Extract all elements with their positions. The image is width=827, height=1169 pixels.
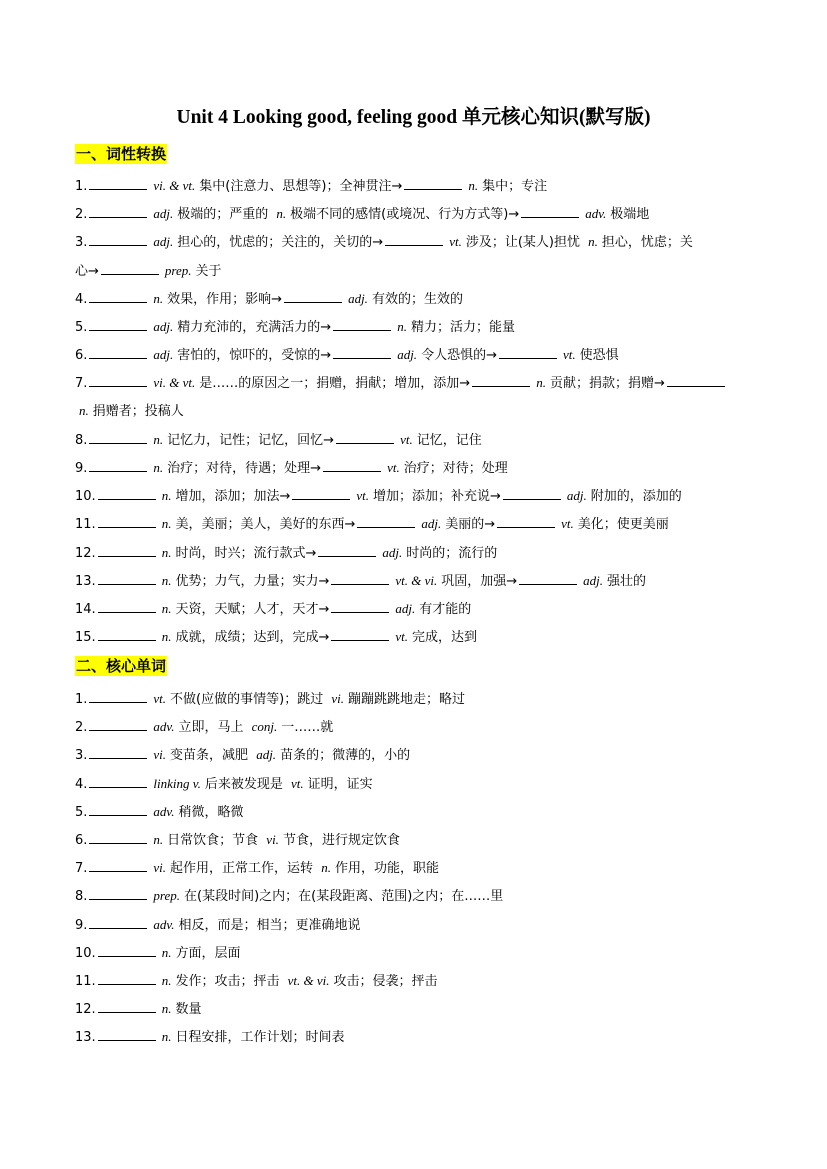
part-of-speech: vt. [400, 431, 413, 447]
part-of-speech: adj. [397, 347, 418, 363]
list-item [75, 373, 727, 393]
definition-text: 效果，作用；影响→ [167, 291, 283, 307]
part-of-speech: n. [321, 860, 331, 876]
definition-text: 美化；使更美丽 [577, 517, 669, 533]
definition-text: 极端不同的感情(或境况、行为方式等)→ [290, 207, 520, 223]
item-number: 5. [75, 804, 88, 820]
answer-blank[interactable] [89, 289, 147, 303]
part-of-speech: linking v. [153, 775, 201, 791]
definition-text: 日程安排，工作计划；时间表 [175, 1030, 345, 1046]
item-number: 4. [75, 291, 88, 307]
item-number: 1. [75, 179, 88, 194]
list-item [75, 689, 465, 709]
list-item [75, 627, 477, 647]
definition-text: 极端地 [610, 207, 650, 223]
part-of-speech: adj. [153, 206, 174, 222]
answer-blank[interactable] [89, 458, 147, 472]
answer-blank[interactable] [89, 430, 147, 444]
definition-text: 巩固，加强→ [441, 573, 518, 589]
item-number: 6. [75, 833, 88, 848]
definition-text: 集中；专注 [482, 179, 548, 194]
part-of-speech: n. [161, 601, 172, 616]
item-number: 14. [75, 602, 96, 617]
item-number: 9. [75, 461, 88, 476]
item-number: 3. [75, 748, 88, 764]
item-number: 3. [75, 235, 88, 251]
definition-text: 起作用，正常工作，运转 [170, 861, 318, 877]
definition-text: 记忆，记住 [416, 432, 482, 448]
list-item [75, 458, 508, 478]
page-title: Unit 4 Looking good, feeling good 单元核心知识(默写版) [176, 107, 651, 128]
list-item [75, 204, 649, 224]
definition-text: 美丽的→ [445, 517, 496, 533]
definition-text: 捐赠者；投稿人 [92, 403, 184, 419]
answer-blank[interactable] [333, 317, 391, 331]
part-of-speech: adj. [395, 601, 416, 616]
definition-text: 蹦蹦跳跳地走；略过 [347, 692, 465, 707]
item-number: 7. [75, 861, 88, 877]
definition-text: 在(某段时间)之内；在(某段距离、范围)之内；在……里 [184, 889, 504, 905]
item-number: 9. [75, 917, 88, 933]
part-of-speech: n. [161, 488, 172, 504]
item-number: 13. [75, 573, 96, 589]
list-item [75, 261, 222, 281]
list-item [75, 886, 503, 906]
definition-text: 稍微，略微 [178, 804, 244, 820]
part-of-speech: n. [161, 973, 172, 988]
section1-heading: 一、词性转换 [76, 145, 167, 163]
part-of-speech: vt. [387, 460, 400, 475]
item-number: 8. [75, 889, 88, 905]
answer-blank[interactable] [503, 486, 561, 500]
part-of-speech: n. [161, 1029, 172, 1045]
part-of-speech: adv. [153, 803, 175, 819]
answer-blank[interactable] [499, 345, 557, 359]
part-of-speech: n. [397, 319, 407, 334]
definition-text: 苗条的；微薄的，小的 [280, 748, 411, 764]
part-of-speech: n. [276, 206, 287, 222]
item-number: 10. [75, 489, 96, 505]
definition-text: 贡献；捐款；捐赠→ [549, 376, 665, 392]
item-number: 13. [75, 1030, 96, 1046]
definition-text: 作用，功能，职能 [334, 861, 439, 877]
part-of-speech: vi. [331, 691, 344, 706]
answer-blank[interactable] [89, 802, 147, 816]
definition-text: 方面，层面 [175, 945, 241, 961]
answer-blank[interactable] [385, 232, 443, 246]
definition-text: 精力；活力；能量 [410, 320, 515, 335]
definition-text: 关于 [195, 263, 222, 279]
part-of-speech: prep. [164, 262, 192, 278]
list-item [75, 402, 184, 421]
part-of-speech: adv. [153, 916, 175, 932]
list-item [75, 802, 243, 822]
answer-blank[interactable] [497, 514, 555, 528]
answer-blank[interactable] [89, 373, 147, 387]
part-of-speech: vt. [153, 691, 167, 706]
definition-text: 数量 [175, 1002, 202, 1018]
answer-blank[interactable] [98, 943, 156, 957]
list-item [75, 599, 471, 619]
part-of-speech: n. [153, 431, 164, 447]
list-item [75, 430, 482, 450]
definition-text: 立即，马上 [178, 720, 248, 736]
item-number: 10. [75, 945, 96, 961]
answer-blank[interactable] [318, 543, 376, 557]
answer-blank[interactable] [89, 858, 147, 872]
answer-blank[interactable] [98, 627, 156, 641]
answer-blank[interactable] [89, 915, 147, 929]
part-of-speech: adv. [585, 206, 607, 222]
definition-text: 时尚，时兴；流行款式→ [175, 545, 317, 561]
part-of-speech: n. [536, 375, 546, 391]
part-of-speech: conj. [251, 719, 278, 735]
definition-text: 证明，证实 [307, 776, 373, 792]
part-of-speech: adj. [153, 234, 174, 250]
list-item [75, 717, 333, 737]
part-of-speech: adj. [348, 290, 368, 306]
item-number: 7. [75, 376, 88, 392]
item-number: 12. [75, 545, 96, 561]
definition-text: 增加；添加；补充说→ [372, 489, 501, 505]
answer-blank[interactable] [89, 204, 147, 218]
answer-blank[interactable] [89, 774, 147, 788]
definition-text: 完成，达到 [411, 630, 477, 646]
answer-blank[interactable] [98, 514, 156, 528]
answer-blank[interactable] [521, 204, 579, 218]
answer-blank[interactable] [89, 830, 147, 844]
list-item [75, 571, 646, 591]
answer-blank[interactable] [89, 886, 147, 900]
definition-text: 日常饮食；节食 [167, 833, 263, 848]
definition-text: 心→ [75, 263, 99, 279]
list-item [75, 176, 547, 196]
part-of-speech: n. [161, 544, 172, 560]
list-item [75, 486, 682, 506]
item-number: 2. [75, 207, 88, 223]
part-of-speech: n. [161, 944, 172, 960]
part-of-speech: adj. [382, 544, 403, 560]
definition-text: 担心，忧虑；关 [601, 235, 693, 251]
list-item [75, 232, 693, 252]
item-number: 1. [75, 692, 88, 707]
answer-blank[interactable] [336, 430, 394, 444]
list-item [75, 999, 201, 1019]
answer-blank[interactable] [404, 176, 462, 190]
definition-text: 发作；攻击；抨击 [175, 974, 284, 989]
part-of-speech: adj. [153, 319, 174, 334]
definition-text: 有才能的 [419, 602, 472, 617]
answer-blank[interactable] [98, 486, 156, 500]
answer-blank[interactable] [472, 373, 530, 387]
part-of-speech: adj. [421, 516, 442, 532]
definition-text: 节食，进行规定饮食 [282, 833, 400, 848]
definition-text: 担心的，忧虑的；关注的，关切的→ [177, 235, 384, 251]
list-item [75, 1027, 344, 1047]
item-number: 15. [75, 630, 96, 646]
list-item [75, 514, 669, 534]
definition-text: 治疗；对待；处理 [403, 461, 508, 476]
part-of-speech: vt. [290, 775, 304, 791]
list-item [75, 858, 439, 878]
list-item [75, 943, 240, 963]
part-of-speech: n. [79, 402, 89, 418]
answer-blank[interactable] [667, 373, 725, 387]
answer-blank[interactable] [98, 1027, 156, 1041]
part-of-speech: n. [161, 1001, 172, 1017]
answer-blank[interactable] [331, 627, 389, 641]
definition-text: 令人恐惧的→ [421, 348, 497, 364]
part-of-speech: vt. [561, 516, 574, 532]
definition-text: 集中(注意力、思想等)；全神贯注→ [199, 179, 403, 194]
list-item [75, 971, 437, 991]
answer-blank[interactable] [292, 486, 350, 500]
section2-heading: 二、核心单词 [76, 657, 167, 675]
answer-blank[interactable] [89, 232, 147, 246]
part-of-speech: vi. & vt. [153, 178, 196, 193]
part-of-speech: n. [153, 460, 164, 475]
definition-text: 记忆力，记性；记忆，回忆→ [167, 432, 335, 448]
definition-text: 不做(应做的事情等)；跳过 [170, 692, 328, 707]
part-of-speech: n. [153, 290, 164, 306]
list-item [75, 745, 410, 765]
part-of-speech: n. [161, 516, 172, 532]
answer-blank[interactable] [98, 599, 156, 613]
definition-text: 是……的原因之一；捐赠，捐献；增加，添加→ [199, 376, 471, 392]
answer-blank[interactable] [89, 717, 147, 731]
item-number: 6. [75, 348, 88, 364]
answer-blank[interactable] [357, 514, 415, 528]
answer-blank[interactable] [101, 261, 159, 275]
item-number: 8. [75, 432, 88, 448]
item-number: 12. [75, 1002, 96, 1018]
part-of-speech: adv. [153, 719, 175, 735]
answer-blank[interactable] [89, 317, 147, 331]
answer-blank[interactable] [519, 571, 577, 585]
part-of-speech: vi. [266, 832, 279, 847]
part-of-speech: prep. [153, 888, 181, 904]
item-number: 4. [75, 776, 88, 792]
definition-text: 有效的；生效的 [371, 291, 463, 307]
part-of-speech: adj. [256, 747, 277, 763]
item-number: 11. [75, 974, 96, 989]
part-of-speech: vt. [562, 347, 576, 363]
part-of-speech: adj. [153, 347, 174, 363]
definition-text: 害怕的，惊吓的，受惊的→ [177, 348, 332, 364]
answer-blank[interactable] [98, 999, 156, 1013]
definition-text: 附加的，添加的 [590, 489, 682, 505]
answer-blank[interactable] [98, 543, 156, 557]
definition-text: 变苗条，减肥 [170, 748, 253, 764]
definition-text: 攻击；侵袭；抨击 [333, 974, 438, 989]
part-of-speech: n. [161, 629, 172, 645]
list-item [75, 345, 619, 365]
answer-blank[interactable] [89, 345, 147, 359]
definition-text: 优势；力气，力量；实力→ [175, 573, 330, 589]
answer-blank[interactable] [333, 345, 391, 359]
part-of-speech: vt. & vi. [395, 572, 438, 588]
definition-text: 强壮的 [607, 573, 647, 589]
item-number: 2. [75, 720, 88, 736]
definition-text: 天资，天赋；人才，天才→ [175, 602, 330, 617]
part-of-speech: vt. & vi. [287, 973, 330, 988]
part-of-speech: vt. [449, 234, 462, 250]
definition-text: 成就，成绩；达到，完成→ [175, 630, 330, 646]
part-of-speech: vi. & vt. [153, 375, 196, 391]
part-of-speech: vt. [356, 488, 369, 504]
answer-blank[interactable] [98, 571, 156, 585]
item-number: 5. [75, 320, 88, 335]
part-of-speech: n. [588, 234, 598, 250]
part-of-speech: vt. [395, 629, 408, 645]
answer-blank[interactable] [89, 745, 147, 759]
list-item [75, 774, 373, 794]
part-of-speech: n. [153, 832, 164, 847]
definition-text: 极端的；严重的 [177, 207, 273, 223]
part-of-speech: adj. [566, 488, 587, 504]
definition-text: 增加，添加；加法→ [175, 489, 291, 505]
list-item [75, 915, 360, 935]
answer-blank[interactable] [98, 971, 156, 985]
list-item [75, 289, 463, 309]
definition-text: 治疗；对待，待遇；处理→ [167, 461, 322, 476]
answer-blank[interactable] [331, 571, 389, 585]
list-item [75, 830, 400, 850]
definition-text: 美，美丽；美人，美好的东西→ [175, 517, 356, 533]
answer-blank[interactable] [284, 289, 342, 303]
part-of-speech: n. [468, 178, 479, 193]
answer-blank[interactable] [323, 458, 381, 472]
definition-text: 一……就 [281, 720, 334, 736]
definition-text: 相反，而是；相当；更准确地说 [178, 917, 361, 933]
list-item [75, 543, 497, 563]
item-number: 11. [75, 517, 96, 533]
definition-text: 精力充沛的，充满活力的→ [177, 320, 332, 335]
definition-text: 涉及；让(某人)担忧 [465, 235, 585, 251]
answer-blank[interactable] [89, 176, 147, 190]
part-of-speech: vi. [153, 860, 167, 876]
definition-text: 后来被发现是 [204, 776, 287, 792]
part-of-speech: n. [161, 572, 172, 588]
part-of-speech: vi. [153, 747, 167, 763]
definition-text: 时尚的；流行的 [406, 545, 498, 561]
answer-blank[interactable] [89, 689, 147, 703]
part-of-speech: adj. [583, 572, 604, 588]
definition-text: 使恐惧 [579, 348, 619, 364]
list-item [75, 317, 515, 337]
answer-blank[interactable] [331, 599, 389, 613]
